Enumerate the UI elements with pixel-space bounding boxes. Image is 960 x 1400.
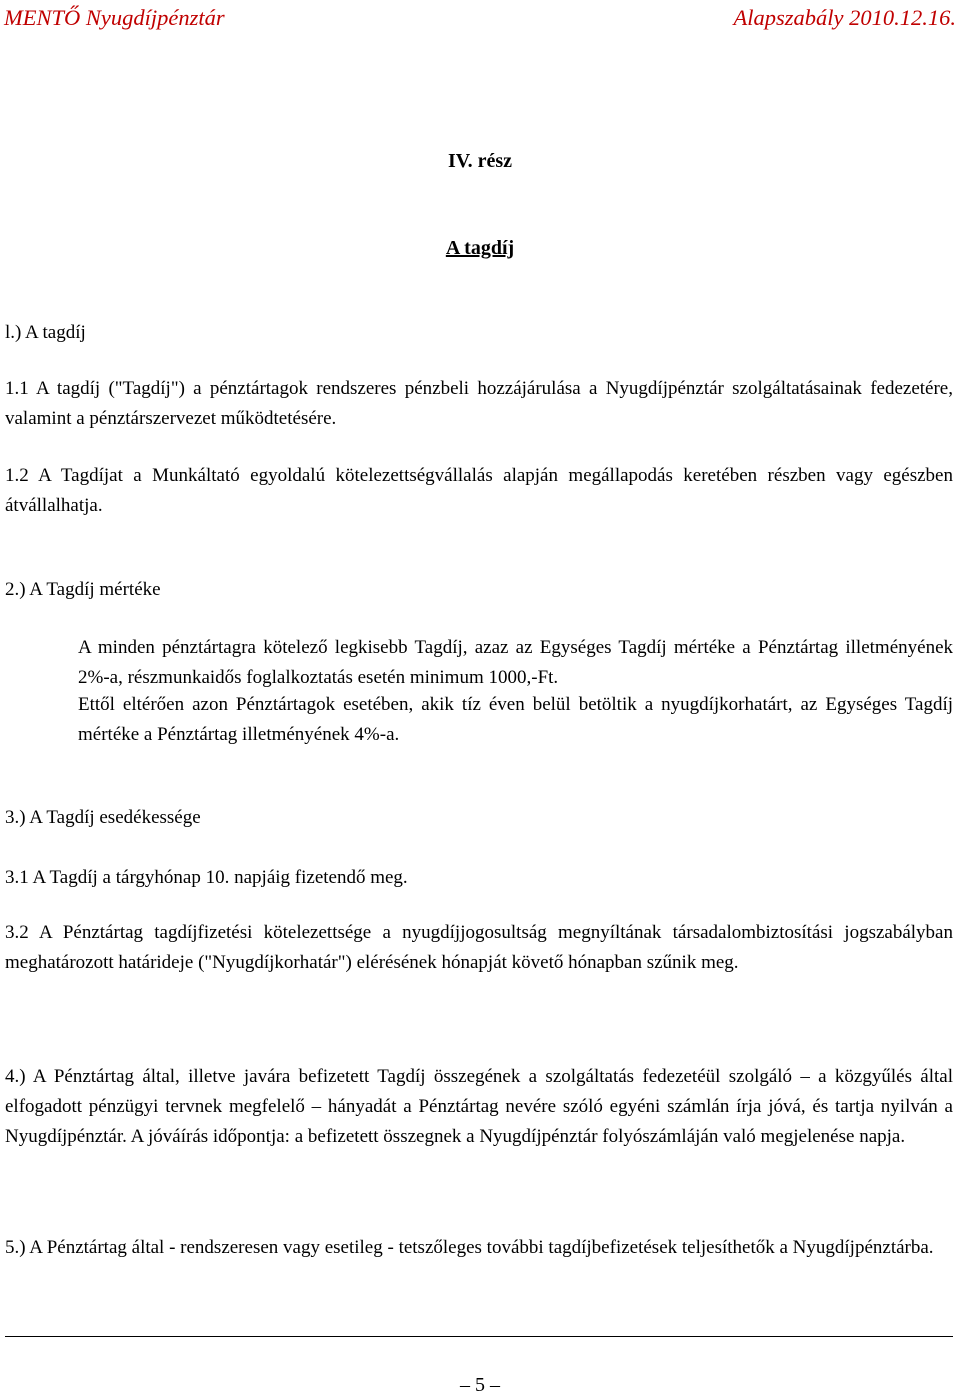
- part-subtitle: [0, 233, 960, 263]
- page-number: – 5 –: [460, 1374, 500, 1396]
- header-document-date: Alapszabály 2010.12.16.: [733, 5, 956, 30]
- paragraph-2-1: A minden pénztártagra kötelező legkisebb Tagdíj, azaz az Egységes Tagdíj mértéke a Pénztártag illetményének 2%-a, részmunkaidős foglalkoztatás esetén minimum 1000,-Ft.: [78, 637, 953, 688]
- paragraph-1-2: 1.2 A Tagdíjat a Munkáltató egyoldalú kötelezettségvállalás alapján megállapodás keretében részben vagy egészben átvállalhatja.: [5, 465, 953, 516]
- paragraph-3-2: 3.2 A Pénztártag tagdíjfizetési kötelezettsége a nyugdíjjogosultság megnyíltának társadalombiztosítási jogszabályban meghatározott határideje ("Nyugdíjkorhatár") elérésének hónapját követő hónapban szűnik meg.: [5, 922, 953, 973]
- paragraph-1-1: 1.1 A tagdíj ("Tagdíj") a pénztártagok rendszeres pénzbeli hozzájárulása a Nyugdíjpénztár szolgáltatásainak fedezetére, valamint a pénztárszervezet működtetésére.: [5, 378, 953, 429]
- section-2-heading: 2.) A Tagdíj mértéke: [5, 579, 161, 600]
- footer-divider: [5, 1336, 953, 1337]
- part-title: IV. rész: [447, 150, 513, 172]
- part-subtitle-text: A tagdíj: [445, 237, 515, 259]
- paragraph-2-2: Ettől eltérően azon Pénztártagok esetében, akik tíz éven belül betöltik a nyugdíjkorhatárt, az Egységes Tagdíj mértéke a Pénztártag illetményének 4%-a.: [78, 694, 953, 745]
- paragraph-3-1: 3.1 A Tagdíj a tárgyhónap 10. napjáig fizetendő meg.: [5, 867, 408, 888]
- section-3-heading: 3.) A Tagdíj esedékessége: [5, 807, 201, 828]
- paragraph-4: 4.) A Pénztártag által, illetve javára befizetett Tagdíj összegének a szolgáltatás fedezetéül szolgáló – a közgyűlés által elfogadott pénzügyi tervnek megfelelő – hányadát a Pénztártag nevére szóló egyéni számlán írja jóvá, és tartja nyilván a Nyugdíjpénztár. A jóváírás időpontja: a befizetett összegnek a Nyugdíjpénztár folyószámláján való megjelenése napja.: [5, 1066, 953, 1147]
- header-fund-name: MENTŐ Nyugdíjpénztár: [4, 5, 225, 30]
- section-1-heading: l.) A tagdíj: [5, 322, 86, 343]
- paragraph-5: 5.) A Pénztártag által - rendszeresen vagy esetileg - tetszőleges további tagdíjbefizetések teljesíthetők a Nyugdíjpénztárba.: [5, 1237, 934, 1258]
